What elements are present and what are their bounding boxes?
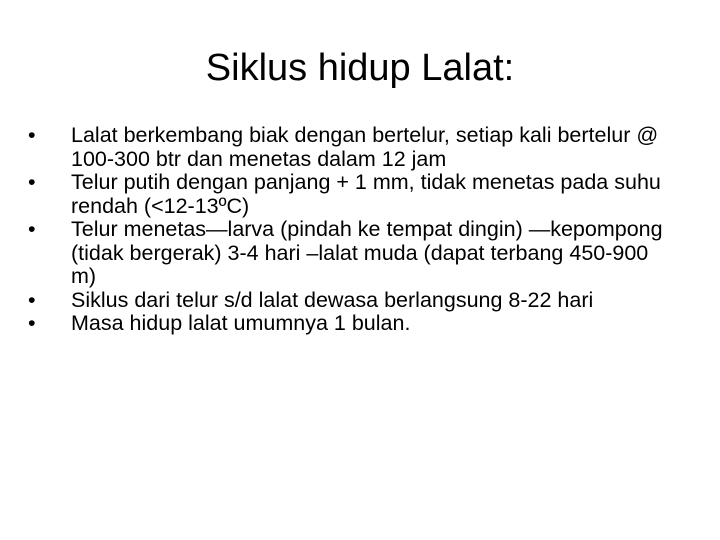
bullet-item-3 [28,218,668,289]
bullet-list [28,124,668,336]
bullet-item-5 [28,312,668,336]
bullet-text: Masa hidup lalat umumnya 1 bulan. [71,311,411,335]
bullet-text: Telur putih dengan panjang + 1 mm, tidak menetas pada suhu rendah (<12-13ºC) [71,170,661,218]
bullet-icon: • [28,217,36,241]
bullet-icon: • [28,123,36,147]
bullet-icon: • [28,311,36,335]
bullet-item-4 [28,289,668,313]
bullet-text: Lalat berkembang biak dengan bertelur, setiap kali bertelur @ 100-300 btr dan menetas dalam 12 jam [71,123,659,171]
bullet-item-2 [28,171,668,218]
bullet-icon: • [28,170,36,194]
bullet-icon: • [28,287,36,312]
bullet-text: Siklus dari telur s/d lalat dewasa berlangsung 8-22 hari [71,287,594,312]
slide-title: Siklus hidup Lalat: [205,47,515,89]
bullet-text: Telur menetas—larva (pindah ke tempat dingin) —kepompong (tidak bergerak) 3-4 hari –lalat muda (dapat terbang 450-900 m) [71,217,663,288]
bullet-item-1 [28,124,668,171]
